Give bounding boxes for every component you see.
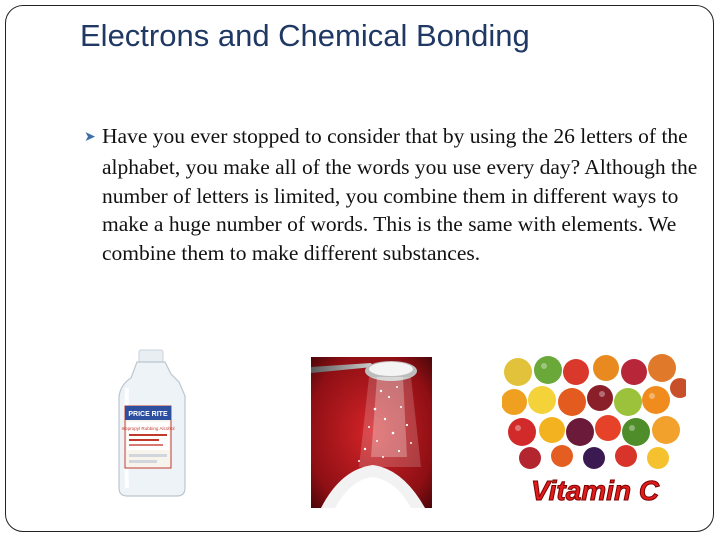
bullet-icon: ➤ <box>84 130 96 145</box>
slide-title: Electrons and Chemical Bonding <box>80 18 530 53</box>
vitamin-c-fruit-image <box>502 354 686 509</box>
bottle-product-text: Isopropyl Rubbing Alcohol <box>121 426 175 431</box>
vitamin-c-caption: Vitamin C <box>530 475 660 506</box>
bottle-brand-text: PRICE RITE <box>128 411 168 418</box>
bullet-paragraph <box>84 122 702 268</box>
sugar-image <box>311 357 432 508</box>
rubbing-alcohol-bottle-image <box>113 348 195 500</box>
bullet-text: Have you ever stopped to consider that by using the 26 letters of the alphabet, you make all of the words you use every day? Although the number of letters is limited, you combine them in different ways to make a huge number of words. This is the same with elements. We combine them to make different substances. <box>102 124 698 266</box>
